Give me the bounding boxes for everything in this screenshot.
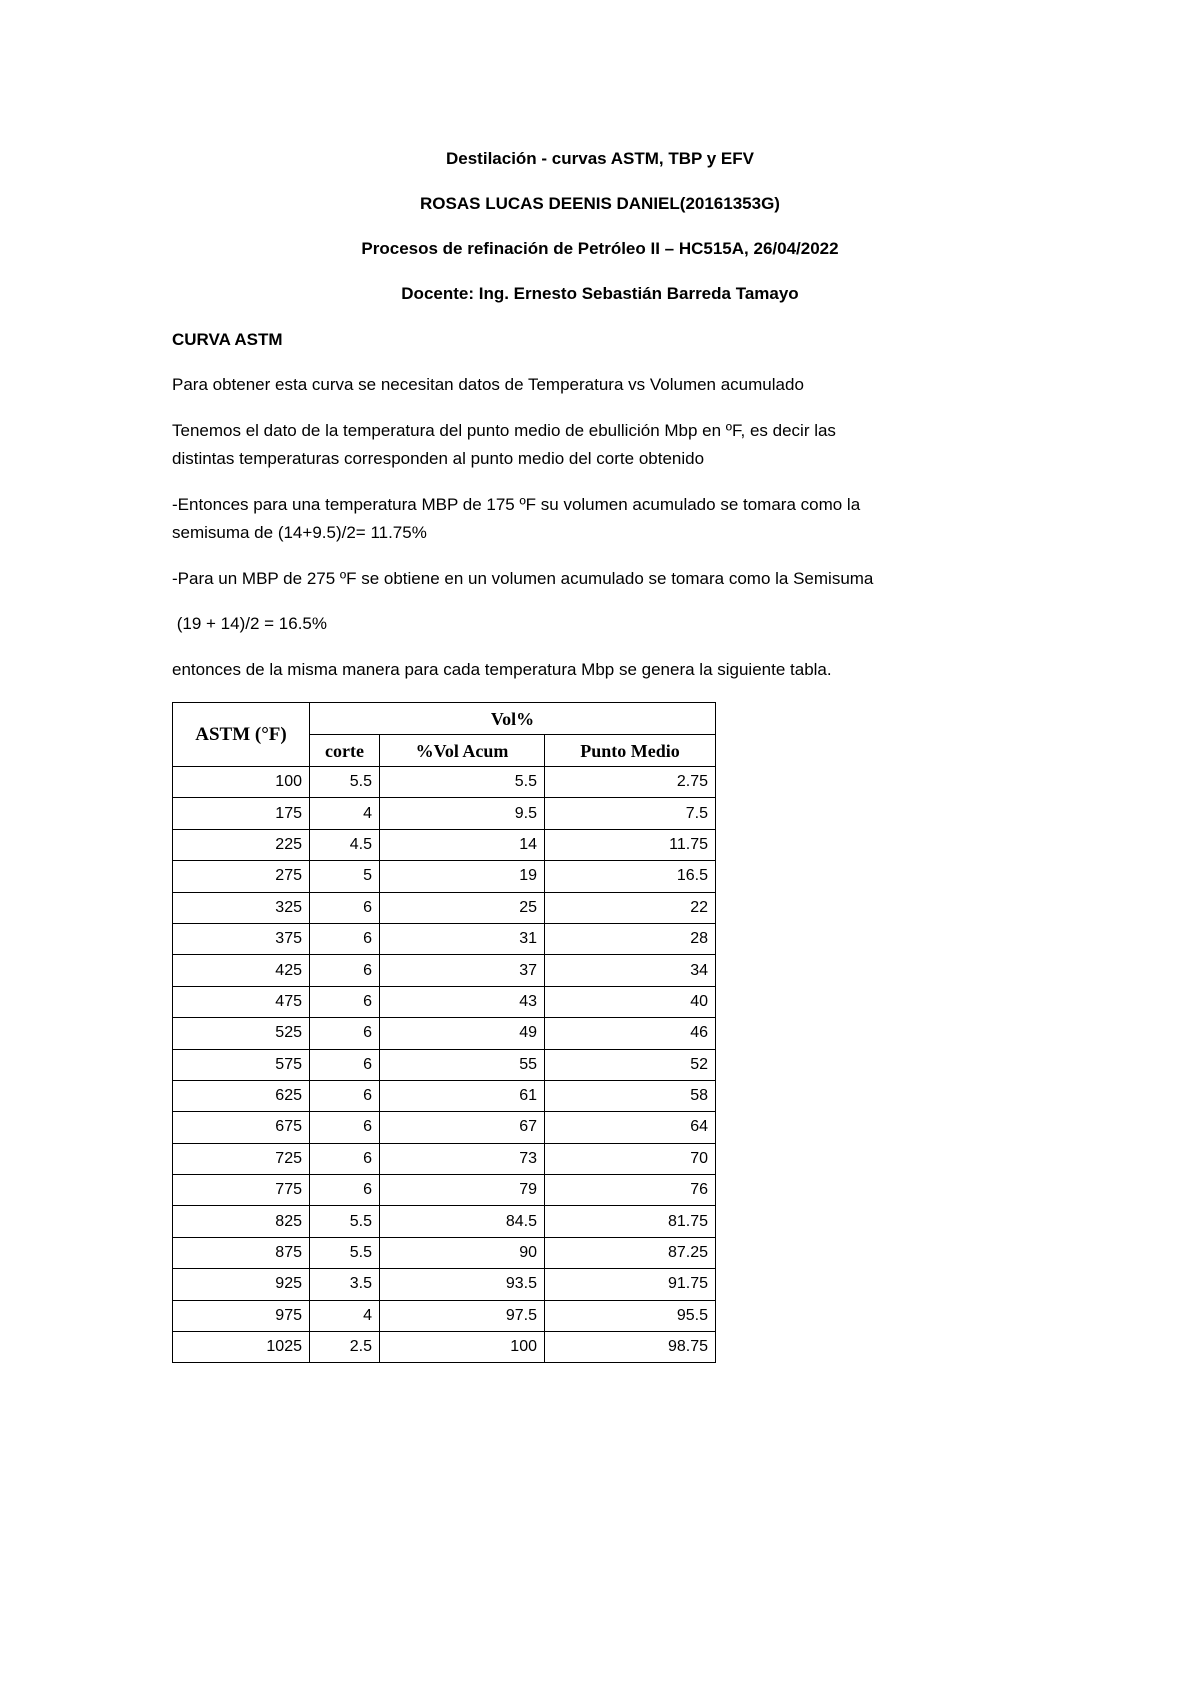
corte-cell: 6 [310, 1143, 380, 1174]
vol-acum-cell: 9.5 [380, 798, 545, 829]
paragraph-5: entonces de la misma manera para cada temperatura Mbp se genera la siguiente tabla. [172, 660, 832, 679]
astm-cell: 525 [173, 1018, 310, 1049]
corte-cell: 6 [310, 1080, 380, 1111]
vol-acum-cell: 73 [380, 1143, 545, 1174]
astm-cell: 100 [173, 767, 310, 798]
vol-acum-cell: 5.5 [380, 767, 545, 798]
astm-cell: 925 [173, 1269, 310, 1300]
paragraph-1: Para obtener esta curva se necesitan datos de Temperatura vs Volumen acumulado [172, 375, 804, 394]
punto-medio-cell: 7.5 [545, 798, 716, 829]
paragraph-2-line-2: distintas temperaturas corresponden al punto medio del corte obtenido [172, 449, 705, 468]
astm-data-table [172, 702, 716, 1363]
table-row [173, 798, 716, 829]
punto-medio-cell: 98.75 [545, 1332, 716, 1363]
vol-acum-cell: 55 [380, 1049, 545, 1080]
corte-cell: 6 [310, 1175, 380, 1206]
astm-cell: 175 [173, 798, 310, 829]
paragraph-4-line-2: (19 + 14)/2 = 16.5% [172, 614, 327, 633]
corte-cell: 3.5 [310, 1269, 380, 1300]
punto-medio-cell: 81.75 [545, 1206, 716, 1237]
corte-cell: 5 [310, 861, 380, 892]
punto-medio-cell: 22 [545, 892, 716, 923]
table-row [173, 1175, 716, 1206]
table-row [173, 861, 716, 892]
corte-cell: 2.5 [310, 1332, 380, 1363]
punto-medio-cell: 40 [545, 986, 716, 1017]
punto-medio-cell: 16.5 [545, 861, 716, 892]
table-row [173, 1018, 716, 1049]
table-row [173, 1080, 716, 1111]
table-row [173, 1332, 716, 1363]
table-row [173, 1237, 716, 1268]
section-heading: CURVA ASTM [172, 330, 283, 349]
vol-acum-cell: 49 [380, 1018, 545, 1049]
astm-cell: 225 [173, 829, 310, 860]
vol-acum-cell: 84.5 [380, 1206, 545, 1237]
astm-cell: 1025 [173, 1332, 310, 1363]
astm-cell: 575 [173, 1049, 310, 1080]
paragraph-3-line-2: semisuma de (14+9.5)/2= 11.75% [172, 523, 427, 542]
paragraph-3-line-1: -Entonces para una temperatura MBP de 175 ºF su volumen acumulado se tomara como la [172, 495, 861, 514]
corte-cell: 6 [310, 986, 380, 1017]
table-row [173, 1143, 716, 1174]
vol-acum-cell: 79 [380, 1175, 545, 1206]
corte-cell: 4 [310, 1300, 380, 1331]
vol-acum-cell: 43 [380, 986, 545, 1017]
document-title: Destilación - curvas ASTM, TBP y EFV [446, 149, 754, 168]
punto-medio-header: Punto Medio [545, 735, 716, 767]
punto-medio-cell: 76 [545, 1175, 716, 1206]
table-row [173, 892, 716, 923]
punto-medio-cell: 46 [545, 1018, 716, 1049]
corte-cell: 4.5 [310, 829, 380, 860]
table-row [173, 1049, 716, 1080]
corte-cell: 6 [310, 1112, 380, 1143]
punto-medio-cell: 28 [545, 923, 716, 954]
table-row [173, 1112, 716, 1143]
vol-acum-cell: 100 [380, 1332, 545, 1363]
vol-acum-cell: 90 [380, 1237, 545, 1268]
corte-cell: 4 [310, 798, 380, 829]
paragraph-4-line-1: -Para un MBP de 275 ºF se obtiene en un volumen acumulado se tomara como la Semisuma [172, 569, 874, 588]
vol-header: Vol% [310, 703, 716, 735]
table-row [173, 1300, 716, 1331]
astm-header: ASTM (°F) [173, 703, 310, 767]
corte-header: corte [310, 735, 380, 767]
corte-cell: 6 [310, 892, 380, 923]
punto-medio-cell: 34 [545, 955, 716, 986]
astm-cell: 475 [173, 986, 310, 1017]
vol-acum-cell: 67 [380, 1112, 545, 1143]
table-row [173, 955, 716, 986]
astm-cell: 425 [173, 955, 310, 986]
table-row [173, 767, 716, 798]
table-row [173, 986, 716, 1017]
vol-acum-cell: 19 [380, 861, 545, 892]
punto-medio-cell: 52 [545, 1049, 716, 1080]
paragraph-2-line-1: Tenemos el dato de la temperatura del punto medio de ebullición Mbp en ºF, es decir las [172, 421, 836, 440]
table-row [173, 829, 716, 860]
corte-cell: 6 [310, 1018, 380, 1049]
vol-acum-cell: 93.5 [380, 1269, 545, 1300]
punto-medio-cell: 2.75 [545, 767, 716, 798]
astm-cell: 725 [173, 1143, 310, 1174]
author-line: ROSAS LUCAS DEENIS DANIEL(20161353G) [420, 194, 780, 213]
punto-medio-cell: 64 [545, 1112, 716, 1143]
vol-acum-cell: 37 [380, 955, 545, 986]
astm-cell: 275 [173, 861, 310, 892]
astm-cell: 975 [173, 1300, 310, 1331]
corte-cell: 5.5 [310, 1206, 380, 1237]
corte-cell: 5.5 [310, 767, 380, 798]
punto-medio-cell: 11.75 [545, 829, 716, 860]
astm-cell: 675 [173, 1112, 310, 1143]
punto-medio-cell: 87.25 [545, 1237, 716, 1268]
table-row [173, 923, 716, 954]
astm-cell: 775 [173, 1175, 310, 1206]
punto-medio-cell: 91.75 [545, 1269, 716, 1300]
table-row [173, 1206, 716, 1237]
punto-medio-cell: 95.5 [545, 1300, 716, 1331]
vol-acum-cell: 61 [380, 1080, 545, 1111]
astm-cell: 875 [173, 1237, 310, 1268]
vol-acum-cell: 14 [380, 829, 545, 860]
corte-cell: 6 [310, 923, 380, 954]
vol-acum-header: %Vol Acum [380, 735, 545, 767]
astm-cell: 375 [173, 923, 310, 954]
corte-cell: 6 [310, 955, 380, 986]
astm-cell: 825 [173, 1206, 310, 1237]
astm-cell: 325 [173, 892, 310, 923]
corte-cell: 5.5 [310, 1237, 380, 1268]
course-line: Procesos de refinación de Petróleo II – HC515A, 26/04/2022 [361, 239, 839, 258]
teacher-line: Docente: Ing. Ernesto Sebastián Barreda Tamayo [401, 284, 799, 303]
astm-cell: 625 [173, 1080, 310, 1111]
vol-acum-cell: 31 [380, 923, 545, 954]
punto-medio-cell: 70 [545, 1143, 716, 1174]
table-row [173, 1269, 716, 1300]
punto-medio-cell: 58 [545, 1080, 716, 1111]
vol-acum-cell: 97.5 [380, 1300, 545, 1331]
vol-acum-cell: 25 [380, 892, 545, 923]
corte-cell: 6 [310, 1049, 380, 1080]
